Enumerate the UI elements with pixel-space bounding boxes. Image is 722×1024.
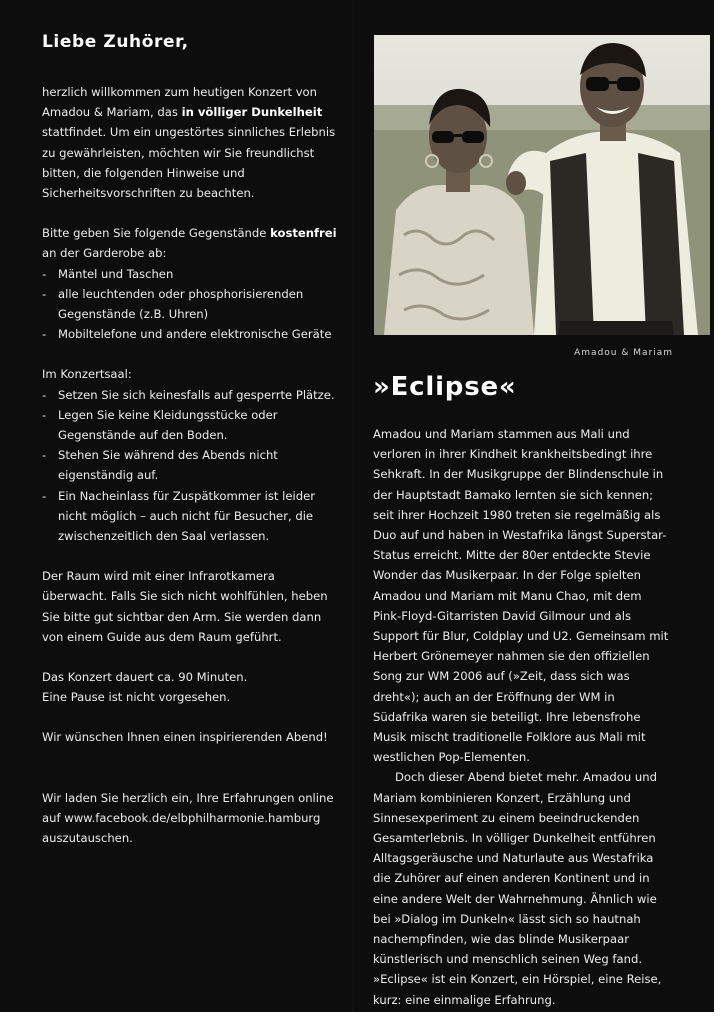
page-fold	[352, 0, 354, 1012]
list-item: - Mäntel und Taschen	[42, 264, 342, 284]
garderobe-intro: Bitte geben Sie folgende Gegenstände kostenfrei an der Garderobe ab:	[42, 226, 337, 261]
list-item: - alle leuchtenden oder phosphorisierenden Gegenstände (z.B. Uhren)	[42, 284, 342, 324]
artist-photo-illustration	[374, 35, 710, 335]
garderobe-list	[42, 264, 342, 345]
intro-paragraph: herzlich willkommen zum heutigen Konzert von Amadou & Mariam, das in völliger Dunkelheit stattfindet. Um ein ungestörtes sinnliches Erlebnis zu gewährleisten, möchten wir Sie freundlichst bitten, die folgenden Hinweise und Sicherheitsvorschriften zu beachten.	[42, 85, 336, 201]
infrarot-paragraph: Der Raum wird mit einer Infrarotkamera überwacht. Falls Sie sich nicht wohlfühlen, heben Sie bitte gut sichtbar den Arm. Sie werden dann von einem Guide aus dem Raum geführt.	[42, 569, 328, 644]
saal-list	[42, 385, 342, 547]
eclipse-title: »Eclipse«	[373, 372, 517, 402]
garderobe-bold: kostenfrei	[270, 226, 337, 241]
photo-caption: Amadou & Mariam	[574, 348, 673, 358]
wish-paragraph: Wir wünschen Ihnen einen inspirierenden Abend!	[42, 730, 328, 745]
eclipse-body	[373, 424, 673, 1010]
garderobe-section	[42, 223, 342, 344]
saal-heading: Im Konzertsaal:	[42, 367, 132, 382]
list-item: - Ein Nacheinlass für Zuspätkommer ist leider nicht möglich – auch nicht für Besucher, die zwischenzeitlich den Saal verlassen.	[42, 486, 342, 547]
list-item: - Legen Sie keine Kleidungsstücke oder Gegenstände auf den Boden.	[42, 405, 342, 445]
left-column	[42, 30, 342, 868]
dauer-paragraph: Das Konzert dauert ca. 90 Minuten. Eine Pause ist nicht vorgesehen.	[42, 670, 248, 705]
list-item: - Stehen Sie während des Abends nicht eigenständig auf.	[42, 445, 342, 485]
greeting-heading: Liebe Zuhörer,	[42, 32, 189, 52]
saal-section	[42, 364, 342, 546]
list-item: - Mobiltelefone und andere elektronische Geräte	[42, 324, 342, 344]
artist-photo	[374, 35, 710, 335]
online-paragraph: Wir laden Sie herzlich ein, Ihre Erfahrungen online auf www.facebook.de/elbphilharmonie.hamburg auszutauschen.	[42, 790, 334, 846]
intro-bold: in völliger Dunkelheit	[181, 105, 323, 120]
list-item: - Setzen Sie sich keinesfalls auf gesperrte Plätze.	[42, 385, 342, 405]
eclipse-paragraph-2: Doch dieser Abend bietet mehr. Amadou und Mariam kombinieren Konzert, Erzählung und Sinnesexperiment zu einem beeindruckenden Gesamterlebnis. In völliger Dunkelheit entführen Alltagsgeräusche und Naturlaute aus Westafrika die Zuhörer auf einen anderen Kontinent und in eine andere Welt der Wahrnehmung. Ähnlich wie bei »Dialog im Dunkeln« lässt sich so hautnah nachempfinden, wie das blinde Musikerpaar künstlerisch und menschlich seinen Weg fand. »Eclipse« ist ein Konzert, ein Hörspiel, eine Reise, kurz: eine einmalige Erfahrung.	[373, 770, 662, 1007]
eclipse-paragraph-1: Amadou und Mariam stammen aus Mali und verloren in ihrer Kindheit krankheitsbedingt ihre Sehkraft. In der Musikgruppe der Blindenschule in der Hauptstadt Bamako lernten sie sich kennen; seit ihrer Hochzeit 1980 treten sie regelmäßig als Duo auf und haben in Westafrika längst Superstar-Status erreicht. Mitte der 80er entdeckte Stevie Wonder das Musikerpaar. In der Folge spielten Amadou und Mariam mit Manu Chao, mit dem Pink-Floyd-Gitarristen David Gilmour und als Support für Blur, Coldplay und U2. Gemeinsam mit Herbert Grönemeyer nahmen sie den offiziellen Song zur WM 2006 auf (»Zeit, dass sich was dreht«); auch an der Eröffnung der WM in Südafrika waren sie beteiligt. Ihre lebensfrohe Musik mischt traditionelle Folklore aus Mali mit westlichen Pop-Elementen.	[373, 427, 669, 765]
